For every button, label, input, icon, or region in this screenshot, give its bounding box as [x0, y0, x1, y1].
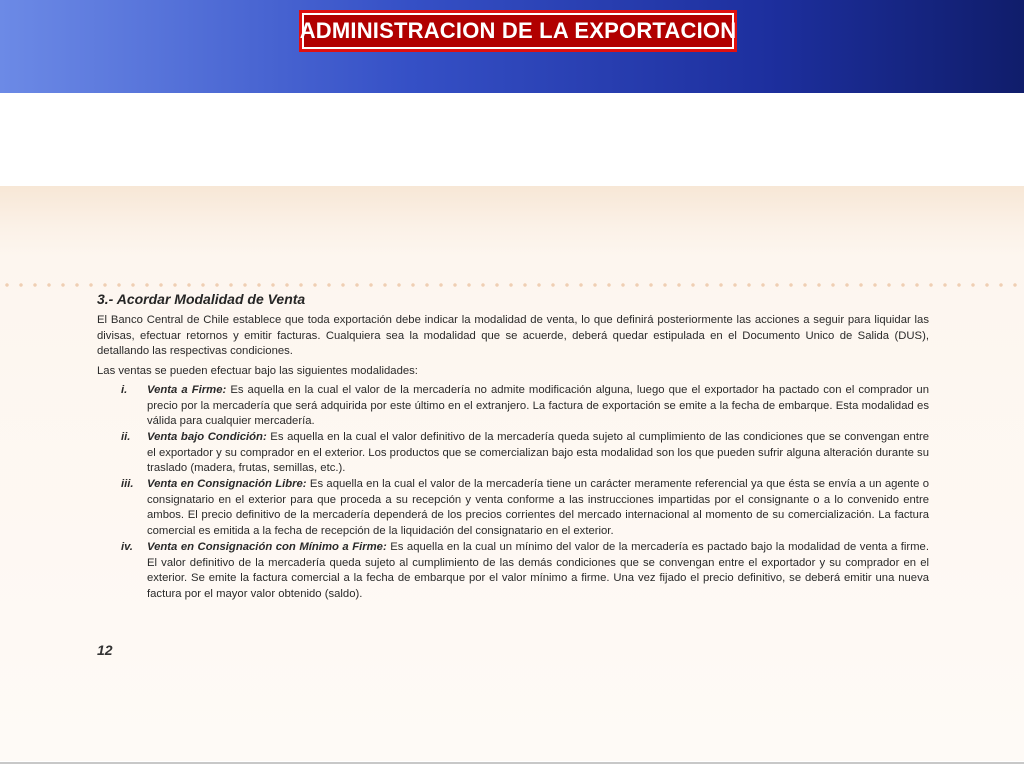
decorative-dotted-border	[0, 282, 1024, 288]
list-item-text: Es aquella en la cual el valor definitivo de la mercadería queda sujeto al cumplimiento de las condiciones que se convengan entre el exportador y su comprador en el exterior. Los productos que se comercializan bajo esta modalidad son los que pueden sufrir alguna alteración durante su traslado (madera, frutas, semillas, etc.).	[147, 430, 929, 475]
list-item	[97, 430, 929, 477]
scanned-page	[0, 186, 1024, 761]
list-item-term: Venta en Consignación Libre:	[147, 478, 307, 491]
list-item-text: Es aquella en la cual el valor de la mercadería tiene un carácter meramente referencial ya que ésta se envía a un agente o consignatario en el exterior para que proceda a su recepción y venta conforme a las instrucciones impartidas por el consignante o a lo convenido entre ambos. El precio definitivo de la mercadería dependerá de los precios corrientes del mercado internacional al momento de su comercialización. La factura comercial es emitida a la fecha de recepción de la liquidación del consignatario en el exterior.	[147, 478, 929, 538]
list-item	[97, 383, 929, 430]
intro-paragraph: El Banco Central de Chile establece que toda exportación debe indicar la modalidad de venta, lo que definirá posteriormente las acciones a seguir para liquidar las divisas, efectuar retornos y emitir facturas. Cualquiera sea la modalidad que se acuerde, deberá quedar estipulada en el Documento Unico de Salida (DUS), detallando las respectivas condiciones.	[97, 314, 929, 358]
document-body	[97, 291, 929, 603]
section-title: 3.- Acordar Modalidad de Venta	[97, 291, 306, 307]
list-item-body	[147, 540, 929, 603]
list-item-text: Es aquella en la cual el valor de la mercadería no admite modificación alguna, luego que el exportador ha pactado con el comprador un precio por la mercadería que será adquirida por este último en el extranjero. La factura de exportación se emite a la fecha de embarque. Esta modalidad es válida para cualquier mercadería.	[147, 383, 929, 428]
list-item-body	[147, 430, 929, 477]
list-item-text: Es aquella en la cual un mínimo del valor de la mercadería es pactado bajo la modalidad de venta a firme. El valor definitivo de la mercadería queda sujeto al cumplimiento de las demás condiciones que se convengan entre el exportador y su comprador en el exterior. Se emite la factura comercial a la fecha de embarque por el valor mínimo a firme. Una vez fijado el precio definitivo, se deberá emitir una nueva factura por el mayor valor obtenido (saldo).	[147, 540, 929, 600]
list-item-number: ii.	[121, 430, 131, 443]
list-item-term: Venta a Firme:	[147, 383, 227, 396]
list-intro: Las ventas se pueden efectuar bajo las siguientes modalidades:	[97, 365, 418, 378]
slide-title: ADMINISTRACION DE LA EXPORTACION	[299, 18, 737, 43]
list-item-number: iv.	[121, 540, 133, 553]
list-item-body	[147, 477, 929, 540]
list-item-number: iii.	[121, 478, 134, 491]
list-item-body	[147, 383, 929, 430]
bottom-divider	[0, 762, 1024, 764]
slide-title-box	[299, 10, 737, 52]
list-item-term: Venta en Consignación con Mínimo a Firme:	[147, 540, 387, 553]
list-item	[97, 477, 929, 540]
list-item-number: i.	[121, 383, 128, 396]
page-number: 12	[97, 642, 113, 658]
list-item	[97, 540, 929, 603]
list-item-term: Venta bajo Condición:	[147, 430, 267, 443]
